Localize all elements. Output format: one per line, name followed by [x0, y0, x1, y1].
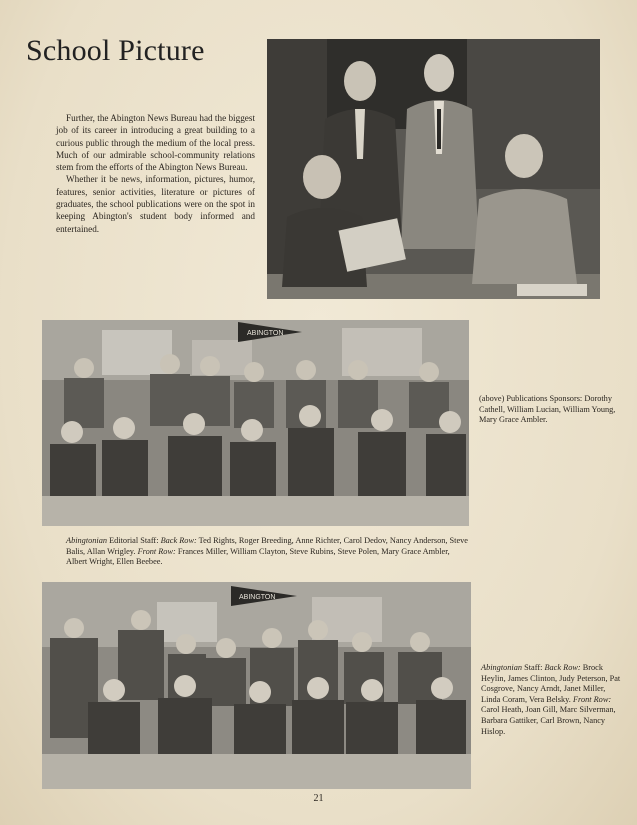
editorial-caption-title-rest: Editorial Staff:: [107, 536, 161, 545]
editorial-caption-front: Frances Miller, William Clayton, Steve Rubins, Steve Polen, Mary Grace Ambler, Albert Wright, Ellen Beebee.: [66, 546, 450, 567]
editorial-caption-front-label: Front Row:: [137, 546, 176, 556]
staff-caption-front-label: Front Row:: [572, 694, 612, 704]
editorial-caption-back: Ted Rights, Roger Breeding, Anne Richter, Carol Dedov, Nancy Anderson, Steve Balis, Allan Wrigley.: [66, 536, 468, 556]
sponsors-caption-prefix: (above) Publications Sponsors:: [479, 394, 583, 403]
staff-photo: [42, 582, 471, 789]
sponsors-caption: [479, 394, 619, 426]
staff-pennant-text: ABINGTON: [239, 594, 276, 601]
editorial-caption: [66, 536, 471, 568]
staff-caption-back: Brock Heylin, James Clinton, Judy Peterson, Pat Cosgrove, Nancy Arndt, Janet Miller, Linda Coram, Vera Belsky.: [481, 663, 621, 704]
staff-caption-back-label: Back Row:: [544, 663, 581, 672]
editorial-staff-photo: [42, 320, 469, 526]
intro-paragraph-2: Whether it be news, information, pictures, humor, features, senior activities, literature or pictures of graduates, the school publications were on the spot in keeping Abington's student body informed and entertained.: [56, 174, 255, 234]
page-number: 21: [313, 793, 324, 804]
page-title: School Picture: [26, 34, 205, 67]
editorial-pennant-text: ABINGTON: [247, 330, 284, 337]
sponsors-caption-names: Dorothy Cathell, William Lucian, William Young, Mary Grace Ambler.: [479, 394, 616, 425]
editorial-caption-back-label: Back Row:: [160, 536, 197, 545]
intro-paragraph-1: Further, the Abington News Bureau had the biggest job of its career in introducing a great building to a curious public through the medium of the local press. Much of our admirable school-community relations stem from the efforts of the Abington News Bureau.: [56, 113, 255, 173]
staff-caption: [481, 663, 621, 737]
sponsors-photo: [267, 39, 600, 299]
staff-caption-title-rest: Staff:: [522, 663, 545, 672]
intro-text: [56, 112, 255, 235]
staff-caption-front: Carol Heath, Joan Gill, Marc Silverman, Barbara Gattiker, Carl Brown, Nancy Hislop.: [481, 705, 616, 736]
editorial-caption-title: Abingtonian: [66, 536, 108, 545]
staff-caption-title: Abingtonian: [481, 663, 523, 672]
